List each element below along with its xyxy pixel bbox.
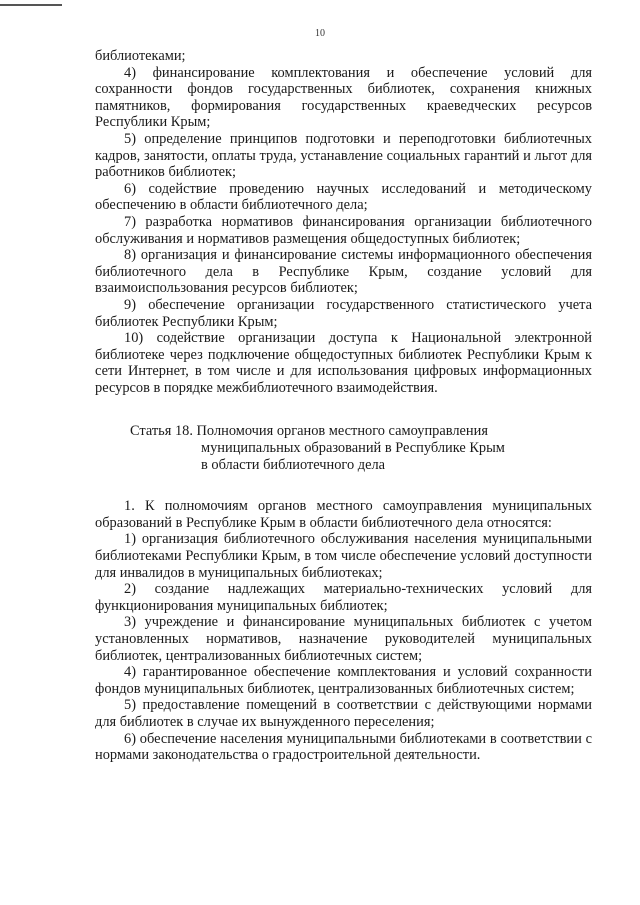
paragraph: 3) учреждение и финансирование муниципальных библиотек с учетом установленных нормативов, назначение руководителей муниципальных библиотек, централизованных библиотечных систем;	[95, 614, 592, 664]
paragraph: 5) определение принципов подготовки и переподготовки библиотечных кадров, занятости, оплаты труда, устанавление социальных гарантий и льгот для работников библиотек;	[95, 130, 592, 181]
paragraph: 1) организация библиотечного обслуживания населения муниципальными библиотеками Республики Крым, в том числе обеспечение условий доступности для инвалидов в муниципальных библиотеках;	[95, 531, 592, 581]
page-number: 10	[315, 28, 325, 39]
article-title-line: Статья 18. Полномочия органов местного самоуправления	[130, 423, 488, 440]
paragraph: 6) содействие проведению научных исследований и методическому обеспечению в области библиотечного дела;	[95, 180, 592, 214]
paragraph: 2) создание надлежащих материально-технических условий для функционирования муниципальных библиотек;	[95, 581, 592, 614]
paragraph: библиотеками;	[95, 48, 186, 64]
paragraph: 6) обеспечение населения муниципальными библиотеками в соответствии с нормами законодательства о градостроительной деятельности.	[95, 730, 592, 764]
scan-edge-mark	[0, 4, 62, 6]
article-title-line: в области библиотечного дела	[201, 456, 386, 473]
paragraph: 8) организация и финансирование системы информационного обеспечения библиотечного дела в Республике Крым, создание условий для взаимоиспользования ресурсов библиотек;	[95, 247, 592, 297]
document-body	[95, 48, 592, 764]
paragraphs-top	[95, 48, 592, 396]
paragraph: 9) обеспечение организации государственного статистического учета библиотек Республики Крым;	[95, 296, 592, 330]
article-title-line: муниципальных образований в Республике Крым	[201, 440, 505, 457]
paragraph: 4) гарантированное обеспечение комплектования и условий сохранности фондов муниципальных библиотек, централизованных библиотечных систем;	[95, 664, 592, 697]
paragraph: 5) предоставление помещений в соответствии с действующими нормами для библиотек в случае их вынужденного переселения;	[95, 697, 592, 730]
paragraph: 10) содействие организации доступа к Национальной электронной библиотеке через подключение общедоступных библиотек Республики Крым к сети Интернет, в том числе и для использования цифровых информационных ресурсов в порядке межбиблиотечного взаимодействия.	[95, 330, 592, 396]
paragraph: 7) разработка нормативов финансирования организации библиотечного обслуживания и нормативов размещения общедоступных библиотек;	[95, 213, 592, 247]
paragraph: 4) финансирование комплектования и обеспечение условий для сохранности фондов государственных библиотек, сохранения книжных памятников, формирования государственных краеведческих ресурсов Республики Крым;	[95, 64, 592, 131]
article-heading	[95, 423, 592, 473]
paragraphs-bottom	[95, 498, 592, 764]
paragraph: 1. К полномочиям органов местного самоуправления муниципальных образований в Республике Крым в области библиотечного дела относятся:	[95, 498, 592, 531]
